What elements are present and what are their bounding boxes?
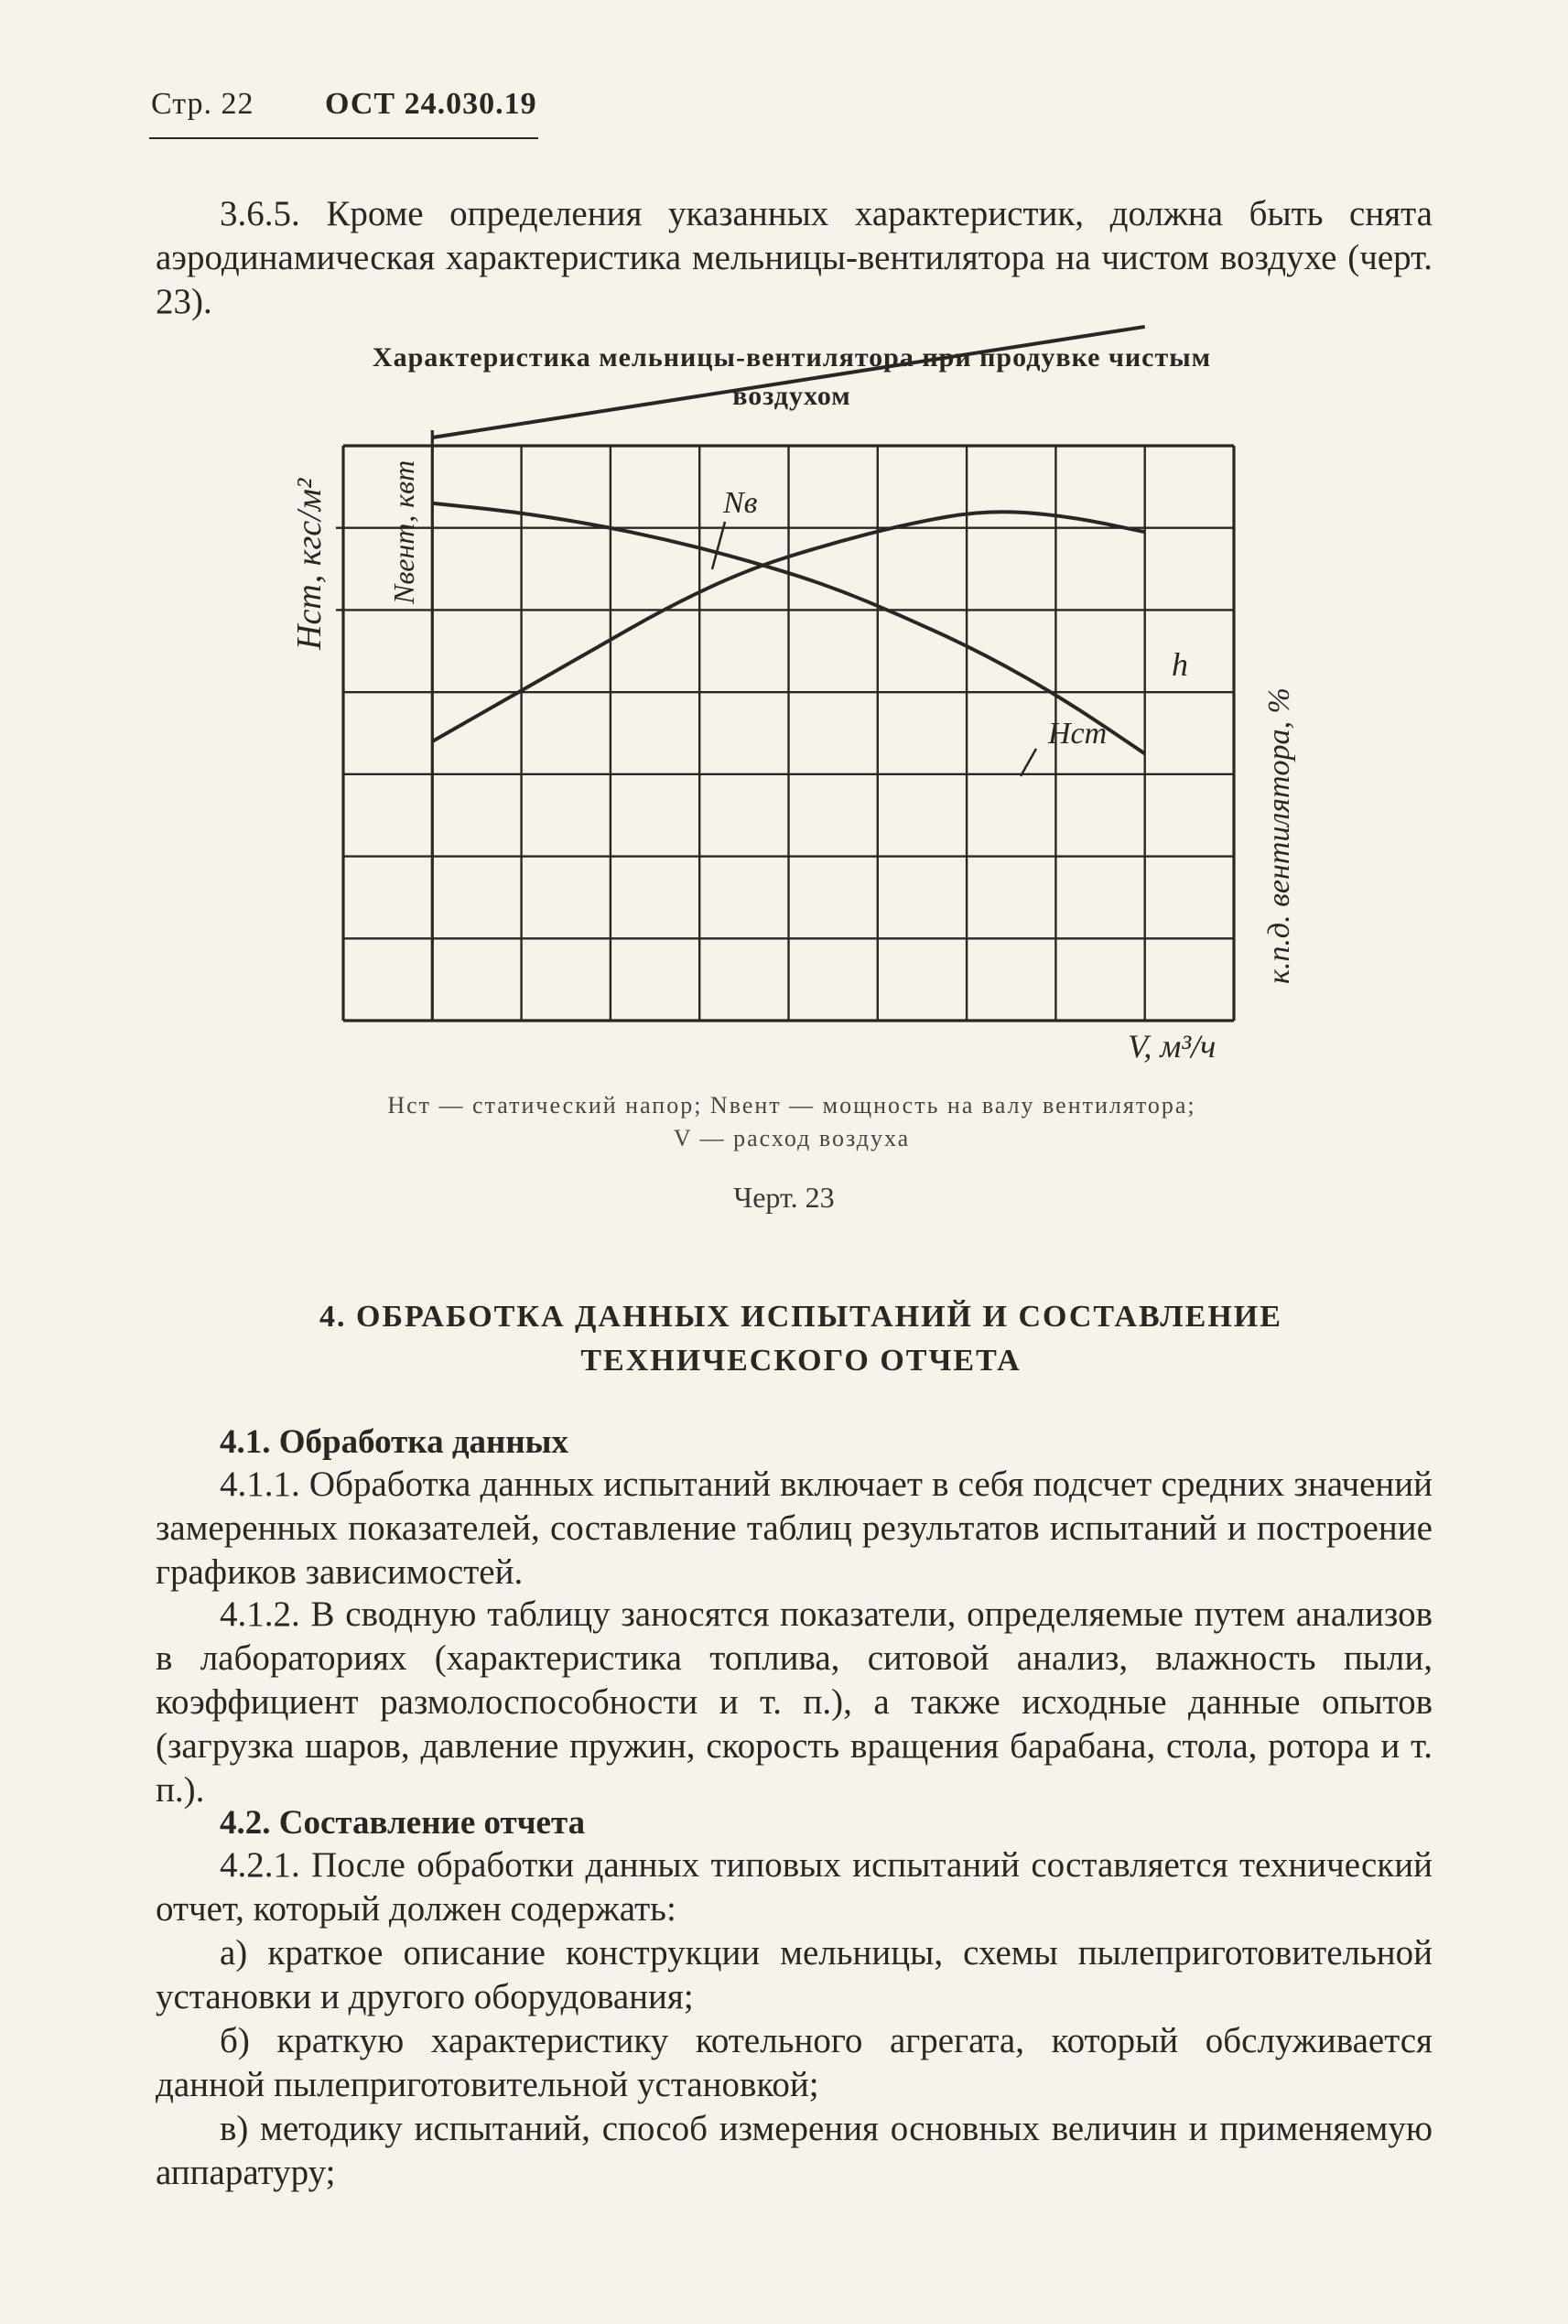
subheading-4-2: 4.2. Составление отчета bbox=[220, 1804, 586, 1842]
curve-label-h: Hст bbox=[1048, 717, 1108, 751]
paragraph-4-2-1: 4.2.1. После обработки данных типовых испытаний составляется технический отчет, который должен содержать: bbox=[156, 1845, 1433, 1929]
section-title-line1: 4. ОБРАБОТКА ДАННЫХ ИСПЫТАНИЙ И СОСТАВЛЕНИЕ bbox=[319, 1300, 1282, 1334]
list-item-b: б) краткую характеристику котельного агрегата, который обслуживается данной пылеприготовительной установкой; bbox=[156, 2021, 1433, 2104]
chart-title-line2: воздухом bbox=[732, 381, 851, 411]
label-leader bbox=[1021, 749, 1036, 776]
section-title-line2: ТЕХНИЧЕСКОГО ОТЧЕТА bbox=[580, 1344, 1022, 1378]
paragraph-4-1-1: 4.1.1. Обработка данных испытаний включает в себя подсчет средних значений замеренных показателей, составление таблиц результатов испытаний и построение графиков зависимостей. bbox=[156, 1465, 1433, 1592]
section-title bbox=[238, 1295, 1364, 1383]
curve-label-eta: h bbox=[1172, 646, 1188, 683]
legend-line2: V — расход воздуха bbox=[673, 1125, 911, 1151]
chart bbox=[0, 0, 1568, 1098]
figure-legend bbox=[275, 1089, 1309, 1155]
figure-caption: Черт. 23 bbox=[733, 1181, 835, 1214]
list-item-a: а) краткое описание конструкции мельницы, схемы пылеприготовительной установки и другого оборудования; bbox=[156, 1933, 1433, 2016]
series-line-0 bbox=[432, 327, 1144, 438]
x-axis-label: V, м³/ч bbox=[1128, 1028, 1217, 1065]
y-axis-label-right: к.п.д. вентилятора, % bbox=[1262, 687, 1296, 984]
y-axis-label-left: Hст, кгс/м² bbox=[290, 478, 329, 650]
chart-title-line1: Характеристика мельницы-вентилятора при продувке чистым bbox=[372, 342, 1212, 373]
y-axis-label-left-inner: Nвент, квт bbox=[387, 459, 420, 604]
legend-line1: Hст — статический напор; Nвент — мощность на валу вентилятора; bbox=[387, 1092, 1196, 1119]
intro-paragraph: 3.6.5. Кроме определения указанных характеристик, должна быть снята аэродинамическая характеристика мельницы-вентилятора на чистом воздухе (черт. 23). bbox=[156, 194, 1433, 321]
standard-code: ОСТ 24.030.19 bbox=[325, 87, 537, 121]
paragraph-4-1-2: 4.1.2. В сводную таблицу заносятся показатели, определяемые путем анализов в лабораториях (характеристика топлива, ситовой анализ, влажность пыли, коэффициент размолоспособности и т. п.), а также исходные данные опытов (загрузка шаров, давление пружин, скорость вращения барабана, стола, ротора и т. п.). bbox=[156, 1594, 1433, 1810]
list-item-c: в) методику испытаний, способ измерения основных величин и применяемую аппаратуру; bbox=[156, 2109, 1433, 2192]
subheading-4-1: 4.1. Обработка данных bbox=[220, 1423, 569, 1461]
curve-label-n: Nв bbox=[723, 486, 758, 520]
page-number: Стр. 22 bbox=[151, 87, 254, 121]
